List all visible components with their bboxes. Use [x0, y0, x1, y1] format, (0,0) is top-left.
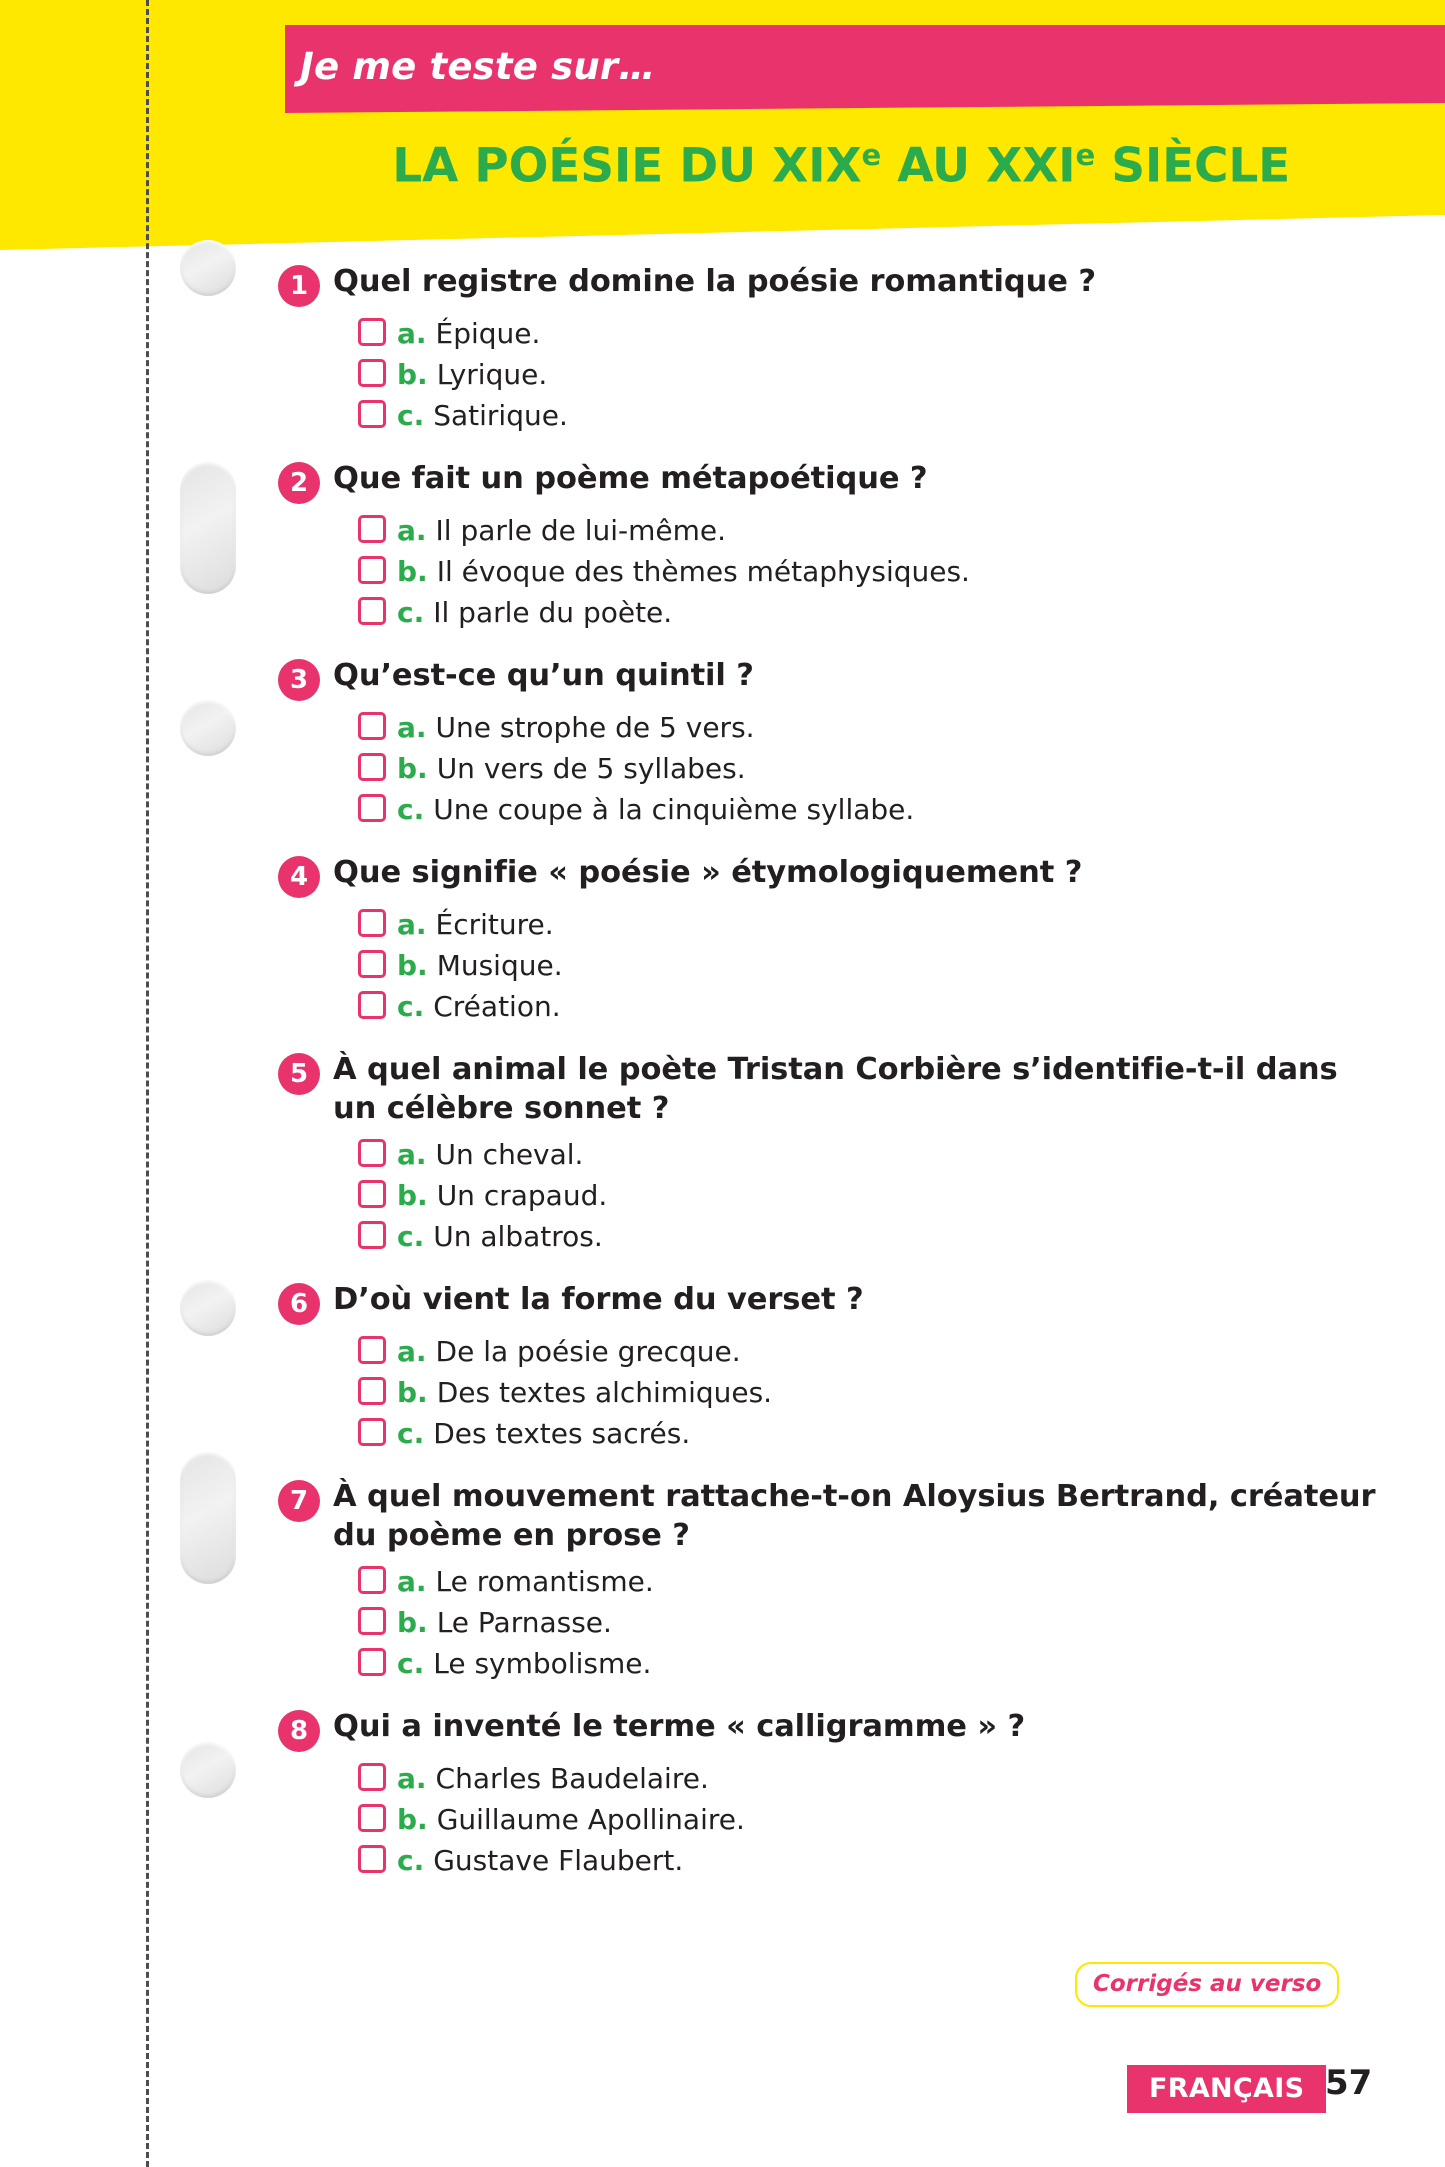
answer-checkbox[interactable] [358, 712, 386, 740]
perforation-dotted-line [146, 0, 149, 2167]
question-header [278, 1050, 1378, 1128]
quiz-question [278, 459, 1378, 630]
question-header [278, 262, 1378, 307]
answer-option[interactable] [358, 356, 1378, 392]
answer-text: Des textes sacrés. [433, 1417, 691, 1451]
binding-hole [180, 1452, 236, 1584]
answer-checkbox[interactable] [358, 1418, 386, 1446]
answer-option[interactable] [358, 1218, 1378, 1254]
answer-checkbox[interactable] [358, 1763, 386, 1791]
answer-checkbox[interactable] [358, 1221, 386, 1249]
answer-text: Des textes alchimiques. [436, 1376, 773, 1410]
answer-option[interactable] [358, 1760, 1378, 1796]
page-title [0, 138, 1290, 194]
answer-letter: b. [397, 752, 428, 785]
answer-text: Il parle du poète. [433, 596, 673, 629]
answer-list [358, 1333, 1378, 1451]
answer-option[interactable] [358, 1374, 1378, 1410]
subject-tag: FRANÇAIS [1127, 2065, 1326, 2113]
answer-letter: a. [397, 1565, 427, 1599]
answer-text: Il évoque des thèmes métaphysiques. [436, 555, 970, 588]
answer-option[interactable] [358, 1415, 1378, 1451]
answer-text: Un albatros. [433, 1220, 603, 1254]
answer-option[interactable] [358, 947, 1378, 983]
answer-checkbox[interactable] [358, 400, 386, 428]
answer-option[interactable] [358, 1177, 1378, 1213]
question-header [278, 459, 1378, 504]
answer-option[interactable] [358, 791, 1378, 827]
answer-text: Guillaume Apollinaire. [436, 1803, 745, 1837]
question-text: Que fait un poème métapoétique ? [333, 461, 928, 496]
answer-letter: c. [397, 596, 425, 629]
answer-list [358, 1136, 1378, 1254]
question-number-badge: 4 [278, 856, 320, 898]
question-number-badge: 2 [278, 462, 320, 504]
answer-text: Le romantisme. [435, 1565, 654, 1599]
answer-checkbox[interactable] [358, 1377, 386, 1405]
question-number-badge: 1 [278, 265, 320, 307]
quiz-question [278, 1280, 1378, 1451]
question-header [278, 1477, 1378, 1555]
answer-list [358, 906, 1378, 1024]
answers-overleaf-badge: Corrigés au verso [1075, 1962, 1339, 2007]
answer-option[interactable] [358, 1801, 1378, 1837]
answer-letter: b. [397, 1179, 428, 1213]
page-title-sup-2: e [1075, 138, 1096, 172]
answer-option[interactable] [358, 1333, 1378, 1369]
answer-option[interactable] [358, 553, 1378, 589]
answer-letter: b. [397, 358, 428, 391]
page-title-part-3: SIÈCLE [1095, 138, 1290, 194]
answer-option[interactable] [358, 1645, 1378, 1681]
quiz-question [278, 262, 1378, 433]
answer-letter: a. [397, 711, 427, 744]
answer-option[interactable] [358, 906, 1378, 942]
page-header [0, 0, 1445, 250]
question-number-badge: 7 [278, 1480, 320, 1522]
answer-checkbox[interactable] [358, 1804, 386, 1832]
answer-letter: c. [397, 1647, 425, 1681]
answer-option[interactable] [358, 709, 1378, 745]
question-header [278, 1707, 1378, 1752]
answer-letter: b. [397, 1803, 428, 1837]
question-number-badge: 6 [278, 1283, 320, 1325]
answer-text: Le Parnasse. [436, 1606, 612, 1640]
answer-letter: a. [397, 1335, 427, 1369]
answer-text: Création. [433, 990, 561, 1023]
page-title-part-1: LA POÉSIE DU XIX [392, 138, 862, 194]
answer-text: Gustave Flaubert. [433, 1844, 684, 1878]
answer-text: Le symbolisme. [433, 1647, 652, 1681]
answer-text: Écriture. [435, 908, 554, 941]
question-header [278, 1280, 1378, 1325]
answer-text: Épique. [435, 317, 541, 350]
question-text: Qui a inventé le terme « calligramme » ? [333, 1709, 1026, 1745]
answer-text: Un cheval. [435, 1138, 584, 1172]
answer-checkbox[interactable] [358, 794, 386, 822]
answer-letter: a. [397, 1762, 427, 1796]
binding-hole [180, 240, 236, 296]
answer-text: Charles Baudelaire. [435, 1762, 709, 1796]
answer-option[interactable] [358, 988, 1378, 1024]
answer-checkbox[interactable] [358, 597, 386, 625]
binding-hole [180, 462, 236, 594]
answer-checkbox[interactable] [358, 991, 386, 1019]
answer-option[interactable] [358, 315, 1378, 351]
binding-hole [180, 1280, 236, 1336]
answer-checkbox[interactable] [358, 1336, 386, 1364]
answer-checkbox[interactable] [358, 318, 386, 346]
question-text: Qu’est-ce qu’un quintil ? [333, 658, 754, 693]
answer-letter: a. [397, 317, 427, 350]
answer-text: Une strophe de 5 vers. [435, 711, 755, 744]
answer-checkbox[interactable] [358, 556, 386, 584]
question-text: Que signifie « poésie » étymologiquement ? [333, 855, 1083, 890]
answer-list [358, 315, 1378, 433]
answer-checkbox[interactable] [358, 1845, 386, 1873]
answer-option[interactable] [358, 1563, 1378, 1599]
answer-checkbox[interactable] [358, 1607, 386, 1635]
answer-option[interactable] [358, 1136, 1378, 1172]
answer-letter: a. [397, 1138, 427, 1172]
answer-checkbox[interactable] [358, 359, 386, 387]
answer-letter: c. [397, 1220, 425, 1254]
answer-checkbox[interactable] [358, 950, 386, 978]
quiz-question [278, 1477, 1378, 1681]
question-text: À quel animal le poète Tristan Corbière s’identifie-t-il dans un célèbre sonnet ? [333, 1052, 1338, 1127]
answer-option[interactable] [358, 594, 1378, 630]
page-title-part-2: AU XXI [881, 138, 1076, 194]
answer-letter: a. [397, 908, 427, 941]
answer-text: Un crapaud. [436, 1179, 608, 1213]
question-number-badge: 3 [278, 659, 320, 701]
quiz-question [278, 1050, 1378, 1254]
answer-letter: c. [397, 399, 425, 432]
answer-text: Satirique. [433, 399, 568, 432]
answer-list [358, 512, 1378, 630]
answer-option[interactable] [358, 397, 1378, 433]
answer-checkbox[interactable] [358, 1566, 386, 1594]
answer-letter: c. [397, 990, 425, 1023]
answer-checkbox[interactable] [358, 1180, 386, 1208]
answer-text: Lyrique. [436, 358, 548, 391]
answer-list [358, 709, 1378, 827]
answer-letter: b. [397, 555, 428, 588]
question-text: Quel registre domine la poésie romantique ? [333, 264, 1096, 299]
question-number-badge: 8 [278, 1710, 320, 1752]
answer-text: Un vers de 5 syllabes. [436, 752, 746, 785]
answer-checkbox[interactable] [358, 515, 386, 543]
answer-option[interactable] [358, 1604, 1378, 1640]
answer-checkbox[interactable] [358, 753, 386, 781]
answer-text: Musique. [436, 949, 563, 982]
answer-letter: c. [397, 1844, 425, 1878]
answer-letter: b. [397, 1606, 428, 1640]
question-number-badge: 5 [278, 1053, 320, 1095]
answer-option[interactable] [358, 750, 1378, 786]
answer-letter: b. [397, 1376, 428, 1410]
answer-option[interactable] [358, 512, 1378, 548]
answer-text: Une coupe à la cinquième syllabe. [433, 793, 915, 826]
quiz-list [278, 262, 1378, 1904]
page-number: 57 [1325, 2063, 1373, 2103]
question-header [278, 853, 1378, 898]
answer-text: De la poésie grecque. [435, 1335, 741, 1369]
binding-hole [180, 1742, 236, 1798]
answer-letter: b. [397, 949, 428, 982]
answer-letter: c. [397, 793, 425, 826]
question-header [278, 656, 1378, 701]
question-text: D’où vient la forme du verset ? [333, 1282, 864, 1318]
quiz-question [278, 656, 1378, 827]
quiz-question [278, 1707, 1378, 1878]
answer-option[interactable] [358, 1842, 1378, 1878]
question-text: À quel mouvement rattache-t-on Aloysius Bertrand, créateur du poème en prose ? [333, 1479, 1376, 1554]
answer-letter: a. [397, 514, 427, 547]
answer-checkbox[interactable] [358, 1139, 386, 1167]
answer-letter: c. [397, 1417, 425, 1451]
answer-checkbox[interactable] [358, 1648, 386, 1676]
answer-list [358, 1563, 1378, 1681]
quiz-question [278, 853, 1378, 1024]
answer-list [358, 1760, 1378, 1878]
header-kicker: Je me teste sur… [300, 45, 656, 88]
binding-hole [180, 700, 236, 756]
answer-checkbox[interactable] [358, 909, 386, 937]
page-title-sup-1: e [861, 138, 882, 172]
answer-text: Il parle de lui-même. [435, 514, 727, 547]
